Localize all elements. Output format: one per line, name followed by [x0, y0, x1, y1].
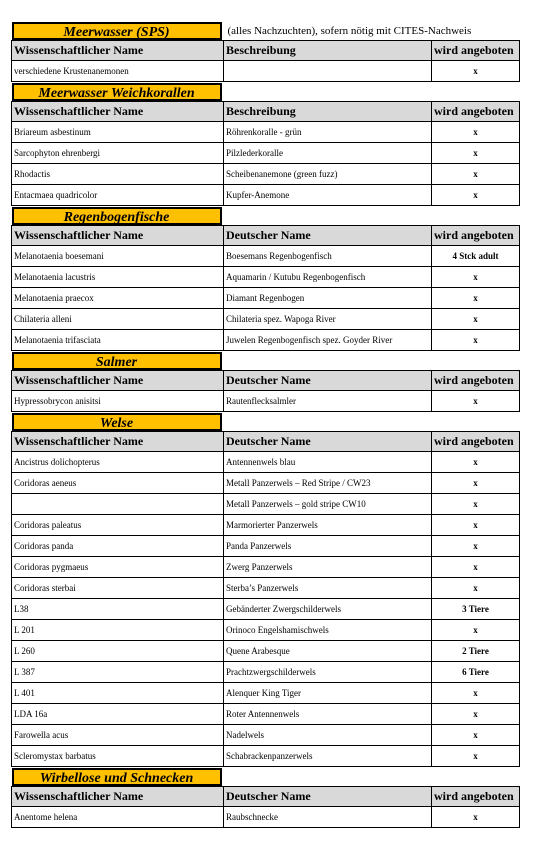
section-title: Salmer	[12, 352, 222, 370]
table-row	[12, 746, 520, 767]
header-offered: wird angeboten	[432, 432, 520, 452]
offered-cell: x	[432, 536, 520, 557]
scientific-name-cell: LDA 16a	[12, 704, 224, 725]
section-title: Meerwasser Weichkorallen	[12, 83, 222, 101]
common-name-cell: Rautenflecksalmler	[224, 391, 432, 412]
table-row	[12, 515, 520, 536]
scientific-name-cell: L 201	[12, 620, 224, 641]
offered-cell: x	[432, 185, 520, 206]
scientific-name-cell: Melanotaenia lacustris	[12, 267, 224, 288]
common-name-cell: Quene Arabesque	[224, 641, 432, 662]
common-name-cell: Scheibenanemone (green fuzz)	[224, 164, 432, 185]
scientific-name-cell: Chilateria alleni	[12, 309, 224, 330]
header-scientific-name: Wissenschaftlicher Name	[12, 226, 224, 246]
section-title-row	[12, 82, 520, 102]
column-header-row	[12, 432, 520, 452]
section-title: Wirbellose und Schnecken	[12, 768, 222, 786]
table-row	[12, 473, 520, 494]
offered-cell: x	[432, 391, 520, 412]
section-title: Regenbogenfische	[12, 207, 222, 225]
common-name-cell: Alenquer King Tiger	[224, 683, 432, 704]
offered-cell: 2 Tiere	[432, 641, 520, 662]
common-name-cell: Raubschnecke	[224, 807, 432, 828]
scientific-name-cell: L 260	[12, 641, 224, 662]
column-header-row	[12, 41, 520, 61]
scientific-name-cell: Rhodactis	[12, 164, 224, 185]
scientific-name-cell: L 387	[12, 662, 224, 683]
scientific-name-cell	[12, 494, 224, 515]
common-name-cell: Panda Panzerwels	[224, 536, 432, 557]
scientific-name-cell: L38	[12, 599, 224, 620]
common-name-cell: Roter Antennenwels	[224, 704, 432, 725]
table-row	[12, 143, 520, 164]
offered-cell: 4 Stck adult	[432, 246, 520, 267]
offered-cell: x	[432, 452, 520, 473]
offered-cell: x	[432, 746, 520, 767]
header-offered: wird angeboten	[432, 787, 520, 807]
scientific-name-cell: Coridoras panda	[12, 536, 224, 557]
header-scientific-name: Wissenschaftlicher Name	[12, 371, 224, 391]
common-name-cell: Orinoco Engelshamischwels	[224, 620, 432, 641]
scientific-name-cell: Coridoras paleatus	[12, 515, 224, 536]
offer-table	[11, 21, 520, 828]
header-description: Deutscher Name	[224, 371, 432, 391]
table-row	[12, 185, 520, 206]
section-note-cell	[224, 351, 520, 371]
table-row	[12, 122, 520, 143]
column-header-row	[12, 226, 520, 246]
header-scientific-name: Wissenschaftlicher Name	[12, 432, 224, 452]
offer-sheet	[11, 21, 519, 828]
table-row	[12, 557, 520, 578]
header-description: Deutscher Name	[224, 432, 432, 452]
section-title-cell	[12, 351, 224, 371]
offered-cell: x	[432, 330, 520, 351]
offered-cell: 6 Tiere	[432, 662, 520, 683]
common-name-cell: Pilzlederkoralle	[224, 143, 432, 164]
section-title-cell	[12, 767, 224, 787]
scientific-name-cell: Briareum asbestinum	[12, 122, 224, 143]
section-note-cell	[224, 82, 520, 102]
common-name-cell: Marmorierter Panzerwels	[224, 515, 432, 536]
header-scientific-name: Wissenschaftlicher Name	[12, 41, 224, 61]
scientific-name-cell: Coridoras pygmaeus	[12, 557, 224, 578]
table-row	[12, 807, 520, 828]
header-offered: wird angeboten	[432, 102, 520, 122]
offered-cell: x	[432, 620, 520, 641]
offered-cell: x	[432, 309, 520, 330]
offered-cell: x	[432, 494, 520, 515]
section-title-cell	[12, 82, 224, 102]
section-note-cell	[224, 767, 520, 787]
column-header-row	[12, 787, 520, 807]
column-header-row	[12, 371, 520, 391]
section-title-row	[12, 206, 520, 226]
offered-cell: x	[432, 122, 520, 143]
table-row	[12, 641, 520, 662]
common-name-cell: Antennenwels blau	[224, 452, 432, 473]
table-row	[12, 494, 520, 515]
table-row	[12, 725, 520, 746]
offered-cell: x	[432, 61, 520, 82]
header-offered: wird angeboten	[432, 41, 520, 61]
column-header-row	[12, 102, 520, 122]
offered-cell: x	[432, 683, 520, 704]
common-name-cell: Boesemans Regenbogenfisch	[224, 246, 432, 267]
offer-table-body	[12, 21, 520, 828]
offered-cell: 3 Tiere	[432, 599, 520, 620]
scientific-name-cell: Melanotaenia boesemani	[12, 246, 224, 267]
table-row	[12, 536, 520, 557]
header-scientific-name: Wissenschaftlicher Name	[12, 787, 224, 807]
offered-cell: x	[432, 473, 520, 494]
header-description: Beschreibung	[224, 41, 432, 61]
common-name-cell: Schabrackenpanzerwels	[224, 746, 432, 767]
common-name-cell: Zwerg Panzerwels	[224, 557, 432, 578]
offered-cell: x	[432, 267, 520, 288]
header-offered: wird angeboten	[432, 226, 520, 246]
common-name-cell: Gebänderter Zwergschilderwels	[224, 599, 432, 620]
section-title-cell	[12, 206, 224, 226]
table-row	[12, 599, 520, 620]
scientific-name-cell: Sarcophyton ehrenbergi	[12, 143, 224, 164]
section-note-cell	[224, 21, 520, 41]
cites-note: (alles Nachzuchten), sofern nötig mit CITES-Nachweis	[227, 24, 472, 37]
table-row	[12, 267, 520, 288]
table-row	[12, 309, 520, 330]
header-description: Deutscher Name	[224, 787, 432, 807]
table-row	[12, 683, 520, 704]
scientific-name-cell: Coridoras sterbai	[12, 578, 224, 599]
section-title-cell	[12, 412, 224, 432]
scientific-name-cell: Scleromystax barbatus	[12, 746, 224, 767]
section-note-cell	[224, 206, 520, 226]
offered-cell: x	[432, 515, 520, 536]
offered-cell: x	[432, 164, 520, 185]
header-description: Beschreibung	[224, 102, 432, 122]
scientific-name-cell: Hypressobrycon anisitsi	[12, 391, 224, 412]
table-row	[12, 662, 520, 683]
section-title: Meerwasser (SPS)	[12, 22, 222, 40]
section-title: Welse	[12, 413, 222, 431]
table-row	[12, 164, 520, 185]
common-name-cell: Sterba’s Panzerwels	[224, 578, 432, 599]
section-title-row	[12, 351, 520, 371]
scientific-name-cell: Farowella acus	[12, 725, 224, 746]
scientific-name-cell: Coridoras aeneus	[12, 473, 224, 494]
offered-cell: x	[432, 557, 520, 578]
table-row	[12, 288, 520, 309]
common-name-cell: Diamant Regenbogen	[224, 288, 432, 309]
scientific-name-cell: Melanotaenia praecox	[12, 288, 224, 309]
scientific-name-cell: verschiedene Krustenanemonen	[12, 61, 224, 82]
offered-cell: x	[432, 704, 520, 725]
common-name-cell: Metall Panzerwels – gold stripe CW10	[224, 494, 432, 515]
section-title-row	[12, 21, 520, 41]
common-name-cell: Aquamarin / Kutubu Regenbogenfisch	[224, 267, 432, 288]
table-row	[12, 246, 520, 267]
scientific-name-cell: L 401	[12, 683, 224, 704]
table-row	[12, 578, 520, 599]
table-row	[12, 330, 520, 351]
scientific-name-cell: Melanotaenia trifasciata	[12, 330, 224, 351]
table-row	[12, 391, 520, 412]
common-name-cell: Chilateria spez. Wapoga River	[224, 309, 432, 330]
offered-cell: x	[432, 725, 520, 746]
common-name-cell: Nadelwels	[224, 725, 432, 746]
table-row	[12, 61, 520, 82]
section-title-row	[12, 412, 520, 432]
offered-cell: x	[432, 807, 520, 828]
section-note-cell	[224, 412, 520, 432]
common-name-cell: Metall Panzerwels – Red Stripe / CW23	[224, 473, 432, 494]
header-description: Deutscher Name	[224, 226, 432, 246]
section-title-row	[12, 767, 520, 787]
header-scientific-name: Wissenschaftlicher Name	[12, 102, 224, 122]
common-name-cell: Prachtzwergschilderwels	[224, 662, 432, 683]
common-name-cell: Juwelen Regenbogenfisch spez. Goyder River	[224, 330, 432, 351]
scientific-name-cell: Entacmaea quadricolor	[12, 185, 224, 206]
offered-cell: x	[432, 143, 520, 164]
offered-cell: x	[432, 288, 520, 309]
offered-cell: x	[432, 578, 520, 599]
common-name-cell	[224, 61, 432, 82]
scientific-name-cell: Anentome helena	[12, 807, 224, 828]
header-offered: wird angeboten	[432, 371, 520, 391]
common-name-cell: Kupfer-Anemone	[224, 185, 432, 206]
table-row	[12, 452, 520, 473]
section-title-cell	[12, 21, 224, 41]
table-row	[12, 704, 520, 725]
scientific-name-cell: Ancistrus dolichopterus	[12, 452, 224, 473]
common-name-cell: Röhrenkoralle - grün	[224, 122, 432, 143]
table-row	[12, 620, 520, 641]
